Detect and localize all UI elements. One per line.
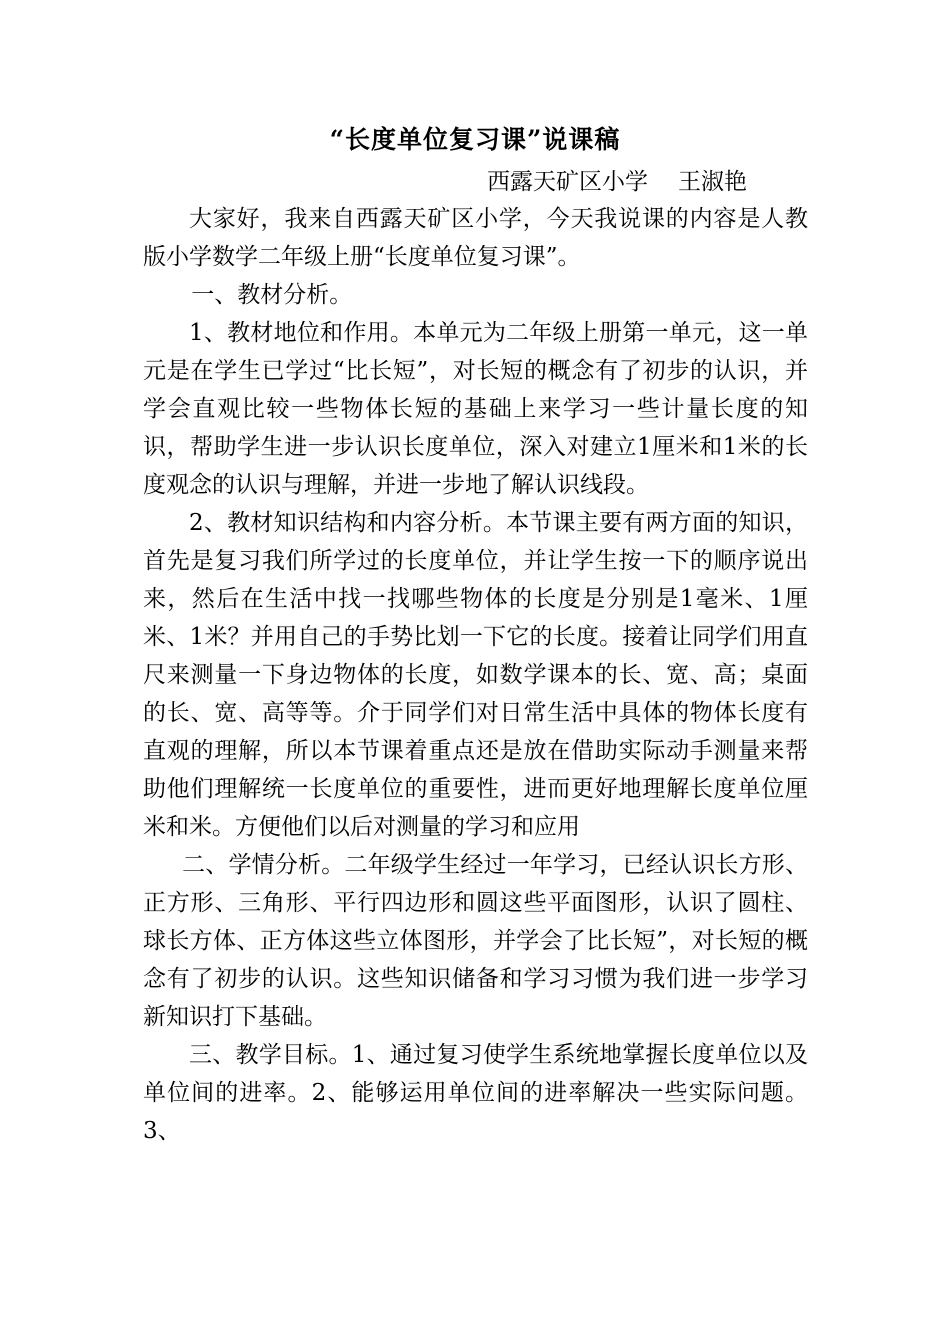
- document-body: [143, 200, 808, 1150]
- author-name: 王淑艳: [678, 169, 747, 195]
- paragraph-student-analysis: 二、学情分析。二年级学生经过一年学习，已经认识长方形、正方形、三角形、平行四边形和圆这些平面图形，认识了圆柱、球长方体、正方体这些立体图形，并学会了比长短”，对长短的概念有了初步的认识。这些知识储备和学习习惯为我们进一步学习新知识打下基础。: [143, 852, 808, 1030]
- heading-material-analysis: 一、教材分析。: [191, 282, 353, 308]
- paragraph-material-role: 1、教材地位和作用。本单元为二年级上册第一单元，这一单元是在学生已学过“比长短”，对长短的概念有了初步的认识，并学会直观比较一些物体长短的基础上来学习一些计量长度的知识，帮助学生进一步认识长度单位，深入对建立1厘米和1米的长度观念的认识与理解，并进一步地了解认识线段。: [143, 320, 808, 498]
- paragraph-intro: 大家好，我来自西露天矿区小学，今天我说课的内容是人教版小学数学二年级上册“长度单位复习课”。: [143, 206, 808, 270]
- document-title: “长度单位复习课”说课稿: [329, 125, 621, 154]
- paragraph-teaching-goals: 三、教学目标。1、通过复习使学生系统地掌握长度单位以及单位间的进率。2、能够运用单位间的进率解决一些实际问题。3、: [143, 1042, 808, 1144]
- author-school: 西露天矿区小学: [487, 169, 648, 195]
- author-line: [487, 163, 747, 196]
- paragraph-material-structure: 2、教材知识结构和内容分析。本节课主要有两方面的知识，首先是复习我们所学过的长度单位，并让学生按一下的顺序说出来，然后在生活中找一找哪些物体的长度是分别是1毫米、1厘米、1米？并用自己的手势比划一下它的长度。接着让同学们用直尺来测量一下身边物体的长度，如数学课本的长、宽、高；桌面的长、宽、高等等。介于同学们对日常生活中具体的物体长度有直观的理解，所以本节课着重点还是放在借助实际动手测量来帮助他们理解统一长度单位的重要性，进而更好地理解长度单位厘米和米。方便他们以后对测量的学习和应用: [143, 510, 808, 840]
